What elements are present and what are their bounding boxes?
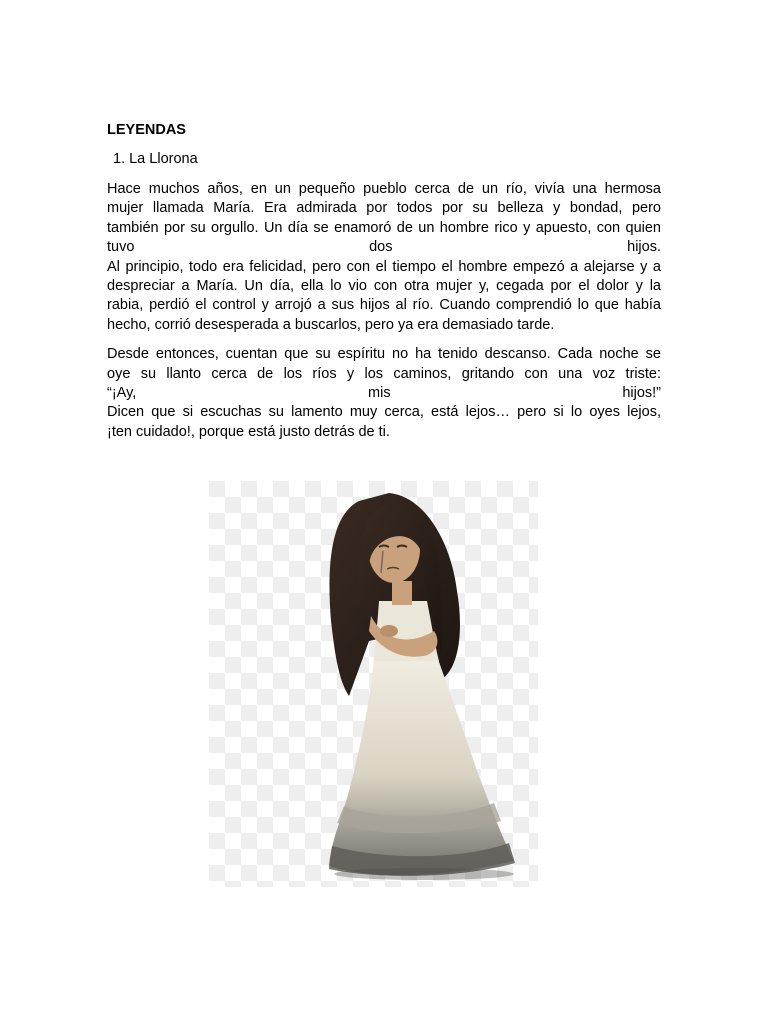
paragraph-line: rabia, perdió el control y arrojó a sus hijos al río. Cuando comprendió lo que había — [107, 297, 661, 314]
legend-heading: 1. La Llorona — [113, 151, 198, 167]
document-body — [107, 121, 661, 452]
paragraph-line: “¡Ay, mis hijos!” — [107, 385, 661, 402]
document-title: LEYENDAS — [107, 122, 186, 138]
paragraph-line: Al principio, todo era felicidad, pero con el tiempo el hombre empezó a alejarse y a — [107, 258, 661, 275]
paragraph-2 — [107, 345, 661, 442]
paragraph-line: oye su llanto cerca de los ríos y los caminos, gritando con una voz triste: — [107, 365, 661, 382]
neck — [392, 581, 412, 605]
hand — [380, 625, 398, 637]
paragraph-line: hecho, corrió desesperada a buscarlos, pero ya era demasiado tarde. — [107, 316, 555, 333]
paragraph-line: ¡ten cuidado!, porque está justo detrás de ti. — [107, 423, 390, 440]
paragraph-1 — [107, 180, 661, 335]
paragraph-line: también por su orgullo. Un día se enamoró de un hombre rico y apuesto, con quien — [107, 219, 661, 236]
paragraph-line: Hace muchos años, en un pequeño pueblo cerca de un río, vivía una hermosa — [107, 181, 661, 197]
la-llorona-illustration — [209, 481, 538, 887]
paragraph-line: Dicen que si escuchas su lamento muy cerca, está lejos… pero si lo oyes lejos, — [107, 404, 661, 421]
paragraph-line: mujer llamada María. Era admirada por todos por su belleza y bondad, pero — [107, 200, 661, 217]
paragraph-line: tuvo dos hijos. — [107, 239, 661, 256]
ground-shadow — [334, 868, 514, 880]
paragraph-line: despreciar a María. Un día, ella lo vio con otra mujer y, cegada por el dolor y la — [107, 278, 661, 295]
paragraph-line: Desde entonces, cuentan que su espíritu no ha tenido descanso. Cada noche se — [107, 346, 661, 363]
